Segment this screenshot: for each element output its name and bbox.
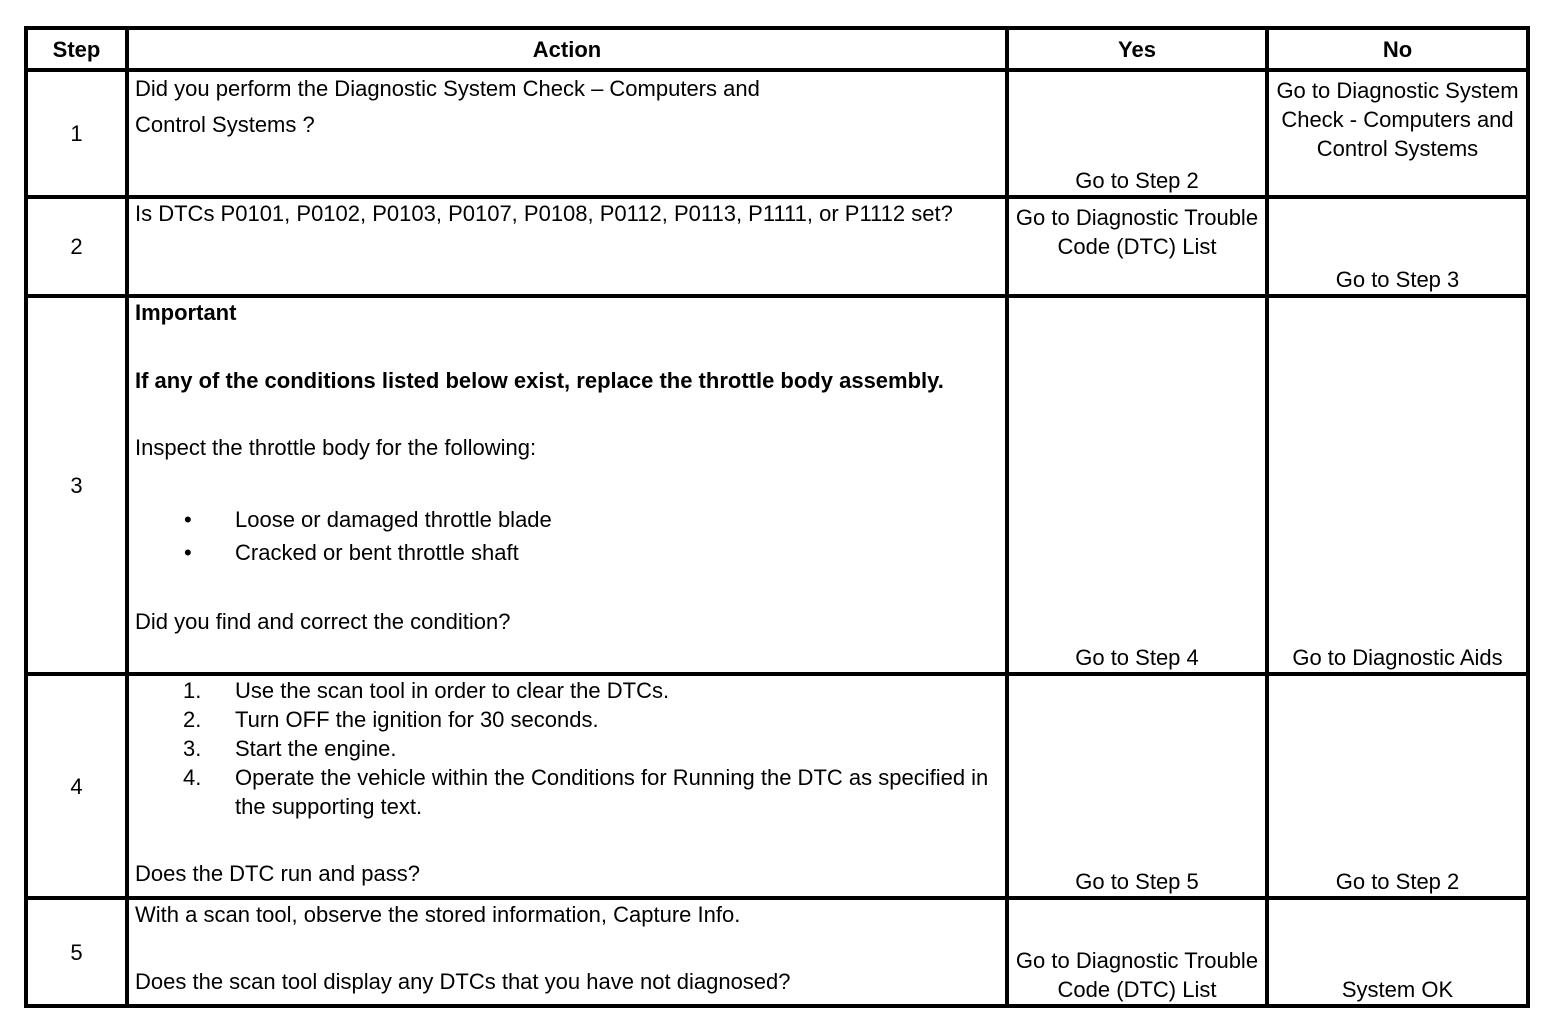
header-action: Action — [127, 28, 1007, 70]
step-number: 2 — [26, 197, 127, 296]
table-row-step-3 — [26, 296, 1528, 674]
list-item — [135, 705, 999, 734]
list-item — [135, 503, 999, 536]
no-result: Go to Step 3 — [1267, 197, 1528, 296]
action-question: Did you find and correct the condition? — [135, 609, 511, 634]
action-question: Does the scan tool display any DTCs that you have not diagnosed? — [135, 969, 791, 994]
header-step: Step — [26, 28, 127, 70]
yes-result: Go to Diagnostic Trouble Code (DTC) List — [1007, 197, 1267, 296]
list-item-number: 1. — [183, 678, 202, 703]
list-item — [135, 536, 999, 569]
warning-text: If any of the conditions listed below exist, replace the throttle body assembly. — [135, 368, 944, 393]
no-result: Go to Diagnostic Aids — [1267, 296, 1528, 674]
step-number: 5 — [26, 898, 127, 1006]
list-item — [135, 734, 999, 763]
list-item — [135, 763, 999, 821]
step-number: 4 — [26, 674, 127, 898]
diagnostic-table — [24, 26, 1530, 1008]
action-text: Did you perform the Diagnostic System Check – Computers and — [135, 76, 760, 101]
no-result: Go to Diagnostic System Check - Computers and Control Systems — [1267, 70, 1528, 197]
table-row-step-4 — [26, 674, 1528, 898]
yes-result: Go to Step 4 — [1007, 296, 1267, 674]
list-item-text: Use the scan tool in order to clear the DTCs. — [235, 678, 670, 703]
header-yes: Yes — [1007, 28, 1267, 70]
important-label: Important — [135, 300, 237, 325]
list-item-text: Loose or damaged throttle blade — [235, 507, 552, 532]
yes-result: Go to Diagnostic Trouble Code (DTC) List — [1007, 898, 1267, 1006]
action-cell — [127, 674, 1007, 898]
table-row-step-2 — [26, 197, 1528, 296]
action-cell — [127, 296, 1007, 674]
bullet-icon: • — [184, 507, 192, 532]
list-item-number: 3. — [183, 736, 202, 761]
list-item-text: Start the engine. — [235, 736, 397, 761]
list-item-number: 4. — [183, 765, 202, 790]
bullet-icon: • — [184, 540, 192, 565]
table-header-row — [26, 28, 1528, 70]
inspection-intro: Inspect the throttle body for the following: — [135, 435, 537, 460]
step-number: 1 — [26, 70, 127, 197]
action-instruction: With a scan tool, observe the stored information, Capture Info. — [135, 902, 741, 927]
yes-result: Go to Step 2 — [1007, 70, 1267, 197]
action-cell — [127, 898, 1007, 1006]
list-item-number: 2. — [183, 707, 202, 732]
action-text: Is DTCs P0101, P0102, P0103, P0107, P0108, P0112, P0113, P1111, or P1112 set? — [127, 197, 1007, 296]
action-question: Does the DTC run and pass? — [135, 861, 420, 886]
table-row-step-1 — [26, 70, 1528, 197]
list-item — [135, 676, 999, 705]
no-result: Go to Step 2 — [1267, 674, 1528, 898]
action-text: Control Systems ? — [135, 112, 315, 137]
no-result: System OK — [1267, 898, 1528, 1006]
yes-result: Go to Step 5 — [1007, 674, 1267, 898]
table-row-step-5 — [26, 898, 1528, 1006]
action-cell — [127, 70, 1007, 197]
list-item-text: Operate the vehicle within the Conditions for Running the DTC as specified in the supporting text. — [235, 765, 989, 819]
list-item-text: Cracked or bent throttle shaft — [235, 540, 519, 565]
header-no: No — [1267, 28, 1528, 70]
step-number: 3 — [26, 296, 127, 674]
list-item-text: Turn OFF the ignition for 30 seconds. — [235, 707, 599, 732]
